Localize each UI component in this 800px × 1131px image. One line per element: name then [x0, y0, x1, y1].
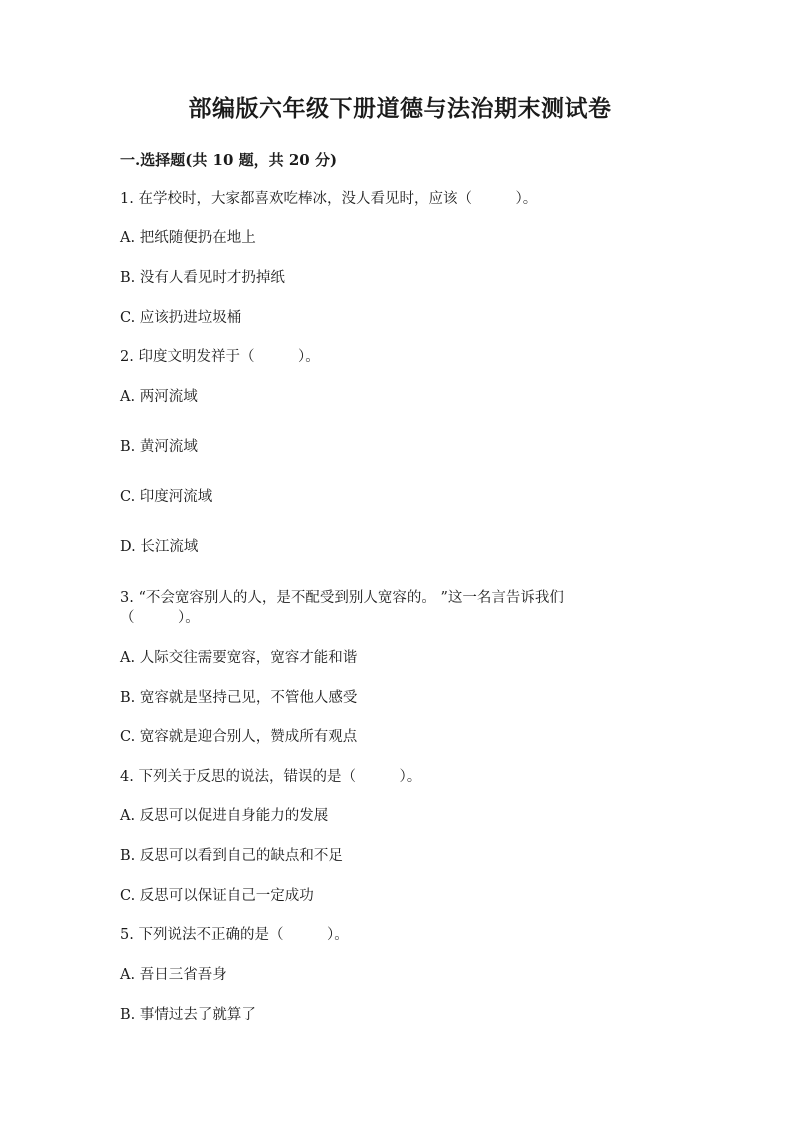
question-2-option-b: B. 黄河流域 — [120, 439, 198, 455]
question-5-stem: 5. 下列说法不正确的是（ ）。 — [120, 927, 349, 943]
question-5-option-b: B. 事情过去了就算了 — [120, 1007, 256, 1023]
section-header: 一.选择题(共 10 题，共 20 分) — [120, 151, 338, 169]
question-4-stem: 4. 下列关于反思的说法，错误的是（ ）。 — [120, 769, 422, 785]
question-2-option-d: D. 长江流域 — [120, 539, 199, 555]
question-3-option-a: A. 人际交往需要宽容，宽容才能和谐 — [120, 650, 358, 666]
question-3-option-b: B. 宽容就是坚持己见，不管他人感受 — [120, 690, 358, 706]
question-1-option-b: B. 没有人看见时才扔掉纸 — [120, 270, 285, 286]
question-1-stem: 1. 在学校时，大家都喜欢吃棒冰，没人看见时，应该（ ）。 — [120, 191, 538, 207]
question-2-option-a: A. 两河流域 — [120, 389, 198, 405]
question-3-stem-continuation: （ ）。 — [120, 610, 200, 626]
question-2-option-c: C. 印度河流域 — [120, 489, 213, 505]
page-title: 部编版六年级下册道德与法治期末测试卷 — [188, 95, 612, 122]
question-3-stem: 3. “不会宽容别人的人，是不配受到别人宽容的。 ”这一名言告诉我们 — [120, 590, 564, 606]
question-1-option-c: C. 应该扔进垃圾桶 — [120, 310, 242, 326]
question-3-option-c: C. 宽容就是迎合别人，赞成所有观点 — [120, 729, 358, 745]
question-4-option-b: B. 反思可以看到自己的缺点和不足 — [120, 848, 343, 864]
question-5-option-a: A. 吾日三省吾身 — [120, 967, 227, 983]
question-4-option-c: C. 反思可以保证自己一定成功 — [120, 888, 314, 904]
question-1-option-a: A. 把纸随便扔在地上 — [120, 230, 256, 246]
question-4-option-a: A. 反思可以促进自身能力的发展 — [120, 808, 329, 824]
question-2-stem: 2. 印度文明发祥于（ ）。 — [120, 349, 320, 365]
